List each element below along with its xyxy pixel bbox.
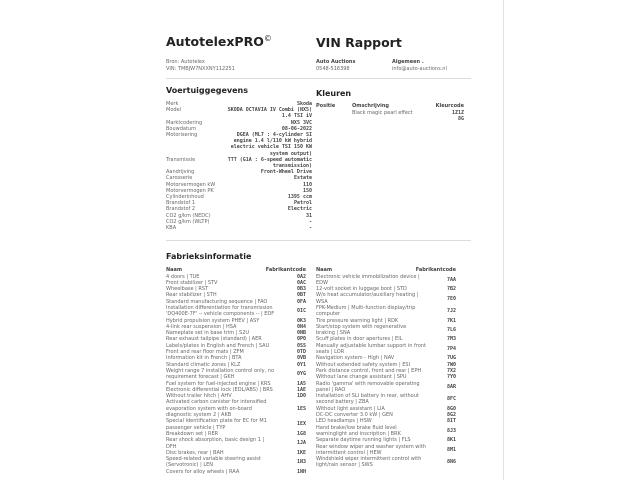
detail-label: KBA	[166, 225, 177, 232]
option-code: 0NB	[296, 330, 306, 337]
option-code: 1NH	[296, 468, 306, 475]
factory-section-title: Fabrieksinformatie	[166, 252, 252, 261]
option-code: 0B3	[296, 286, 306, 293]
factory-option-row	[166, 399, 306, 418]
option-name: Installation of SLI battery in rear, without second battery | ZBA	[316, 393, 419, 406]
option-name: Without extended safety system | ESI	[316, 361, 411, 368]
option-code: 1A5	[296, 380, 306, 387]
detail-label: Bouwdatum	[166, 125, 196, 132]
option-code: 7AA	[446, 276, 456, 283]
vin-label: VIN: TMBJW7NXXNY112251	[166, 65, 235, 72]
option-name: Windshield wiper intermittent control with light/rain sensor | SWS	[316, 456, 422, 469]
option-code: 0IC	[296, 308, 306, 315]
factory-option-row	[166, 469, 306, 475]
option-name: Rear stabilizer | STH	[166, 292, 217, 299]
option-code: 1EX	[296, 421, 306, 428]
option-name: Without light assistant | LIA	[316, 405, 385, 412]
option-code: 0N4	[296, 323, 306, 330]
factory-option-row	[316, 274, 456, 287]
factory-option-row	[166, 456, 306, 469]
option-code: 8J3	[446, 427, 456, 434]
option-code: 0K3	[296, 317, 306, 324]
company-info	[316, 59, 355, 72]
detail-value: -	[308, 218, 312, 225]
detail-label: CO2 g/km (WLTP)	[166, 218, 210, 225]
option-name: Nameplate set in base trim | S2U	[166, 330, 250, 337]
colors-section-title: Kleuren	[316, 89, 352, 98]
factory-option-row	[316, 305, 456, 318]
option-name: Electronic vehicle immobilization device | EDW	[316, 273, 420, 286]
option-code: 7L6	[446, 327, 456, 334]
option-name: Without trailer hitch | AHV	[166, 393, 232, 400]
factory-option-row	[316, 425, 456, 438]
option-code: 0A2	[296, 273, 306, 280]
option-name: Electronic differential lock (EDL/ABS) | BRS	[166, 386, 273, 393]
option-code: 0TD	[296, 349, 306, 356]
factory-header-row: Naam Fabrikantcode	[316, 267, 456, 273]
detail-value: 110	[302, 181, 312, 188]
detail-label: Cylinderinhoud	[166, 194, 204, 201]
option-name: Hybrid propulsion system PHEV | ASY	[166, 317, 260, 324]
option-code: 1AE	[296, 386, 306, 393]
option-code: 7Y0	[446, 374, 456, 381]
option-name: Front stabilizer | STV	[166, 279, 218, 286]
option-name: Start/stop system with regenerative braking | SNA	[316, 323, 407, 337]
header-divider	[166, 78, 471, 79]
vehicle-detail-row	[166, 107, 312, 119]
factory-option-row	[316, 292, 456, 305]
option-code: 7W0	[446, 361, 456, 368]
detail-label: Transmissie	[166, 156, 196, 163]
vehicle-details-table	[166, 101, 312, 231]
option-code: 0BT	[296, 292, 306, 299]
detail-value: Estate	[293, 175, 312, 182]
option-name: Tire pressure warning light | RDK	[316, 317, 399, 324]
option-name: W/o heat accumulator/auxiliary heating | WSA	[316, 292, 419, 305]
detail-label: Motorisering	[166, 132, 198, 139]
option-name: 12-volt socket in luggage boot | STD	[316, 286, 407, 293]
option-code: 1D0	[296, 393, 306, 400]
factory-option-row	[316, 343, 456, 356]
option-code: 8FC	[446, 396, 456, 403]
option-code: 7K1	[446, 317, 456, 324]
source-label: Bron: Autotelex	[166, 59, 205, 65]
detail-value: SKODA OCTAVIA IV Combi (NX5) 1.4 TSI iV	[227, 107, 312, 120]
option-name: Without lane change assistant | SPU	[316, 374, 407, 381]
factory-option-row	[316, 381, 456, 394]
detail-value: 1395 ccm	[287, 194, 312, 201]
option-name: Disc brakes, rear | BAH	[166, 449, 224, 456]
option-code: 0YG	[296, 371, 306, 378]
option-name: Navigation system - High | NAV	[316, 355, 395, 362]
source-info	[166, 59, 235, 72]
contact-info	[392, 59, 447, 72]
option-name: Labels/plates in English and French | SAU	[166, 342, 270, 349]
detail-value: DGEA (ML7 : 4-cylinder SI engine 1.4 l/110 kW hybrid electric vehicle TSI 150 KW system output)	[230, 132, 312, 157]
option-name: Rear exhaust tailpipe (standard) | AER	[166, 336, 262, 343]
option-code: 8N6	[446, 459, 456, 466]
option-name: FPK-Medium | Multi-function display/trip computer	[316, 304, 416, 318]
option-name: Scuff plates in door apertures | EIL	[316, 336, 403, 343]
option-code: 1N3	[296, 459, 306, 466]
option-name: Breakdown set | RER	[166, 430, 219, 437]
option-name: Installation differentiation for transmission 'DQ400E-7F' -- vehicle components -- | EDF	[166, 304, 275, 318]
colors-header-row: Positie Omschrijving Kleurcode	[316, 103, 464, 109]
detail-value: -	[308, 225, 312, 232]
option-name: 4-link rear suspension | HSA	[166, 323, 237, 330]
option-code: 7X2	[446, 367, 456, 374]
option-name: Rear window wiper and washer system with intermittent control | HEW	[316, 443, 426, 456]
company-phone: 0548-516398	[316, 65, 350, 72]
detail-label: Marktcodering	[166, 119, 203, 126]
page-edge-divider	[503, 0, 504, 480]
detail-label: Model	[166, 107, 182, 114]
detail-value: Skoda	[296, 101, 312, 107]
option-code: 0AC	[296, 279, 306, 286]
option-name: Fuel system for fuel-injected engine | KRS	[166, 380, 271, 387]
detail-value: Petrol	[293, 200, 312, 207]
detail-label: Carosserie	[166, 175, 193, 182]
detail-label: Brandstof 1	[166, 200, 196, 207]
vehicle-detail-row	[166, 225, 312, 231]
option-code: 8AR	[446, 383, 456, 390]
option-name: Information kit in French | BTA	[166, 355, 242, 362]
detail-value: 150	[302, 187, 312, 194]
factory-option-row	[166, 305, 306, 318]
vehicle-detail-row	[166, 157, 312, 169]
option-name: 4 doors | TUE	[166, 273, 200, 280]
option-code: 1JA	[296, 440, 306, 447]
vin-report-page	[166, 0, 476, 480]
section-divider	[166, 240, 471, 241]
option-name: Activated carbon canister for intensified evaporation system with on-board diagnostic system 2 | AKB	[166, 399, 267, 419]
factory-option-row	[166, 437, 306, 450]
option-code: 8M1	[446, 446, 456, 453]
company-name: Auto Auctions	[316, 59, 356, 65]
detail-label: CO2 g/km (NEDC)	[166, 212, 211, 219]
contact-email: info@auto-auctions.nl	[392, 65, 447, 72]
detail-value: Electric	[287, 206, 312, 213]
option-code: 0P0	[296, 336, 306, 343]
option-code: 7P4	[446, 345, 456, 352]
detail-value: 08-06-2022	[281, 125, 312, 132]
option-code: 7J2	[446, 308, 456, 315]
option-name: Manually adjustable lumbar support in front seats | LOR	[316, 342, 426, 356]
vehicle-section-title: Voertuiggegevens	[166, 86, 249, 95]
option-name: Standard manufacturing sequence | FAO	[166, 298, 268, 305]
option-name: Wheelbase | RST	[166, 286, 209, 293]
option-code: 8G2	[446, 412, 456, 419]
option-name: Park distance control, front and rear | EPH	[316, 367, 422, 374]
option-code: 7UG	[446, 355, 456, 362]
detail-value: TTT (G1A : 6-speed automatic transmission)	[227, 156, 312, 170]
option-name: DC-DC converter 3.0 kW | GEN	[316, 412, 393, 419]
option-code: 0SS	[296, 342, 306, 349]
factory-options-right	[316, 267, 456, 469]
option-name: Hand brake/low brake fluid level warninglight and inscription | BRK	[316, 424, 401, 437]
option-code: 0VB	[296, 355, 306, 362]
option-code: 8IT	[446, 418, 456, 425]
detail-label: Merk	[166, 101, 179, 107]
detail-label: Aandrijving	[166, 169, 195, 176]
option-name: Covers for alloy wheels | RAA	[166, 468, 240, 475]
option-code: 0FA	[296, 298, 306, 305]
option-code: 1KE	[296, 449, 306, 456]
option-name: Radio 'gamma' with removable operating panel | RAO	[316, 380, 420, 393]
detail-value: 31	[305, 212, 312, 219]
option-code: 1G8	[296, 430, 306, 437]
option-code: 7B2	[446, 286, 456, 293]
option-code: 1ES	[296, 405, 306, 412]
option-name: Speed-related variable steering assist (Servotronic) | LEN	[166, 456, 261, 469]
factory-option-row	[316, 456, 456, 469]
option-code: 0Y1	[296, 361, 306, 368]
factory-options-left	[166, 267, 306, 475]
option-code: 7E0	[446, 295, 456, 302]
report-title: VIN Rapport	[316, 35, 402, 50]
detail-label: Brandstof 2	[166, 206, 196, 213]
factory-option-row	[316, 444, 456, 457]
contact-title: Algemeen .	[392, 59, 424, 65]
option-name: Front and rear floor mats | ZFM	[166, 349, 244, 356]
option-name: Separate daytime running lights | FLS	[316, 437, 411, 444]
brand-logo: AutotelexPRO©	[166, 34, 272, 50]
option-name: Special identification plate for EC for M1 passenger vehicle | TYP	[166, 418, 267, 431]
color-row: Black magic pearl effect 1Z1Z	[352, 109, 464, 116]
detail-label: Motorvermogen PK	[166, 187, 214, 194]
factory-header-row: Naam Fabrikantcode	[166, 267, 306, 273]
option-code: 8K1	[446, 437, 456, 444]
option-code: 7M3	[446, 336, 456, 343]
option-name: LED headlamps | HSW	[316, 418, 372, 425]
vehicle-detail-row	[166, 132, 312, 157]
option-code: 8G0	[446, 405, 456, 412]
color-row: 8G	[457, 115, 464, 122]
option-name: Weight range 7 installation control only, no requirement forecast | GKH	[166, 367, 275, 381]
detail-label: Motorvermogen kW	[166, 181, 216, 188]
colors-table	[316, 103, 464, 122]
detail-value: NX5 3VC	[290, 119, 312, 126]
detail-value: Front-Wheel Drive	[260, 169, 312, 176]
factory-option-row	[166, 418, 306, 431]
factory-option-row	[166, 368, 306, 381]
factory-option-row	[316, 393, 456, 406]
option-name: Rear shock absorption, basic design 1 | DFH	[166, 437, 265, 450]
option-name: Standard climatic zones | KLZ	[166, 361, 241, 368]
factory-option-row	[316, 324, 456, 337]
